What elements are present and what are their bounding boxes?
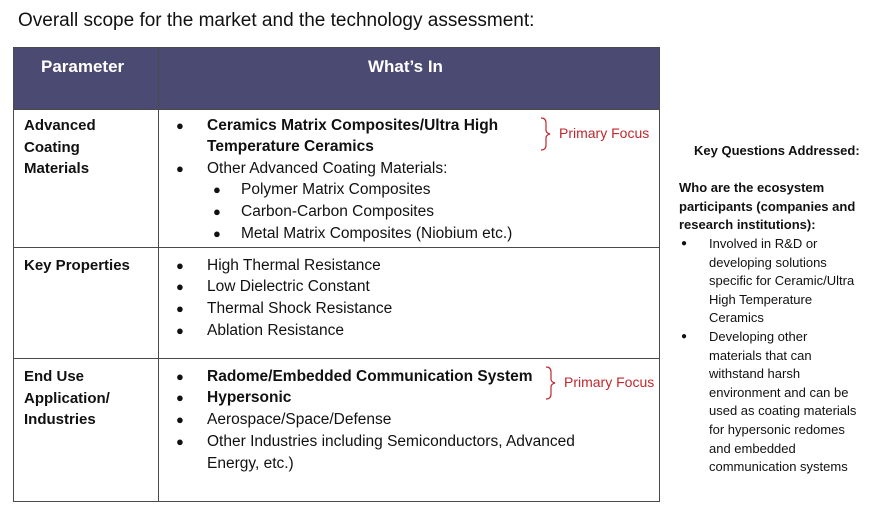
bullet-icon: ● (213, 204, 221, 219)
row-label-line: Key Properties (24, 257, 130, 274)
list-item: Thermal Shock Resistance (207, 300, 393, 317)
bullet-line: materials that can (709, 347, 812, 363)
row-label-line: Application/ (24, 389, 110, 407)
bullet-line: for hypersonic redomes (709, 421, 845, 437)
column-divider (158, 48, 159, 501)
list-item: Polymer Matrix Composites (241, 181, 431, 198)
list-item: Metal Matrix Composites (Niobium etc.) (241, 225, 513, 242)
bullet-line: Ceramics (709, 310, 764, 326)
row-divider (14, 358, 659, 359)
list-item: Aerospace/Space/Defense (207, 411, 392, 428)
sidebar-bullet-2 (709, 328, 856, 477)
row-label-key-properties (24, 255, 130, 277)
question-line: participants (companies and (679, 198, 856, 214)
list-item: Ablation Resistance (207, 322, 344, 339)
bullet-icon: ● (176, 390, 184, 405)
list-item: Ceramics Matrix Composites/Ultra High (207, 117, 499, 134)
scope-table (13, 47, 660, 502)
bullet-icon: ● (213, 226, 221, 241)
bullet-line: communication systems (709, 459, 848, 475)
list-item: Temperature Ceramics (207, 138, 374, 155)
bullet-icon: ● (681, 331, 688, 342)
sidebar-bullet-1 (709, 235, 854, 328)
row-divider (14, 247, 659, 248)
header-parameter: Parameter (41, 57, 125, 76)
row-label-advanced-coating-materials (24, 115, 96, 180)
brace-icon (544, 366, 558, 400)
bullet-icon: ● (213, 182, 221, 197)
key-questions-heading: Key Questions Addressed: (694, 143, 860, 158)
bullet-icon: ● (176, 369, 184, 384)
list-item: Other Advanced Coating Materials: (207, 160, 448, 177)
header-whats-in: What’s In (368, 57, 443, 76)
bullet-icon: ● (176, 118, 184, 133)
page-title: Overall scope for the market and the technology assessment: (18, 10, 535, 31)
row-divider (14, 109, 659, 110)
list-item: High Thermal Resistance (207, 257, 381, 274)
row-label-line: Advanced (24, 117, 96, 134)
bullet-line: used as coating materials (709, 403, 857, 419)
row-label-end-use (24, 366, 110, 431)
row-label-line: Coating (24, 138, 80, 156)
bullet-line: withstand harsh (709, 366, 801, 382)
bullet-icon: ● (176, 258, 184, 273)
brace-icon (539, 117, 553, 151)
bullet-icon: ● (176, 323, 184, 338)
question-line: Who are the ecosystem (679, 180, 825, 195)
row-label-line: End Use (24, 368, 85, 385)
question-line: research institutions): (679, 217, 816, 233)
bullet-icon: ● (176, 412, 184, 427)
table-header (14, 48, 659, 109)
bullet-line: High Temperature (709, 291, 813, 307)
bullet-line: and embedded (709, 440, 796, 456)
bullet-line: Developing other (709, 329, 808, 344)
question-text (679, 179, 855, 235)
primary-focus-note: Primary Focus (559, 125, 650, 141)
bullet-icon: ● (176, 279, 184, 294)
list-item: Radome/Embedded Communication System (207, 368, 533, 385)
bullet-line: specific for Ceramic/Ultra (709, 273, 855, 289)
bullet-icon: ● (176, 161, 184, 176)
primary-focus-note: Primary Focus (564, 374, 655, 390)
bullet-icon: ● (176, 301, 184, 316)
bullet-line: environment and can be (709, 384, 849, 400)
list-item: Other Industries including Semiconductors, Advanced (207, 433, 575, 450)
bullet-line: developing solutions (709, 254, 827, 270)
bullet-icon: ● (681, 238, 688, 249)
list-item: Hypersonic (207, 389, 292, 406)
list-item: Energy, etc.) (207, 455, 294, 472)
list-item: Carbon-Carbon Composites (241, 203, 434, 220)
bullet-line: Involved in R&D or (709, 236, 818, 251)
bullet-icon: ● (176, 434, 184, 449)
row-label-line: Industries (24, 411, 96, 428)
row-label-line: Materials (24, 160, 90, 177)
list-item: Low Dielectric Constant (207, 278, 370, 295)
